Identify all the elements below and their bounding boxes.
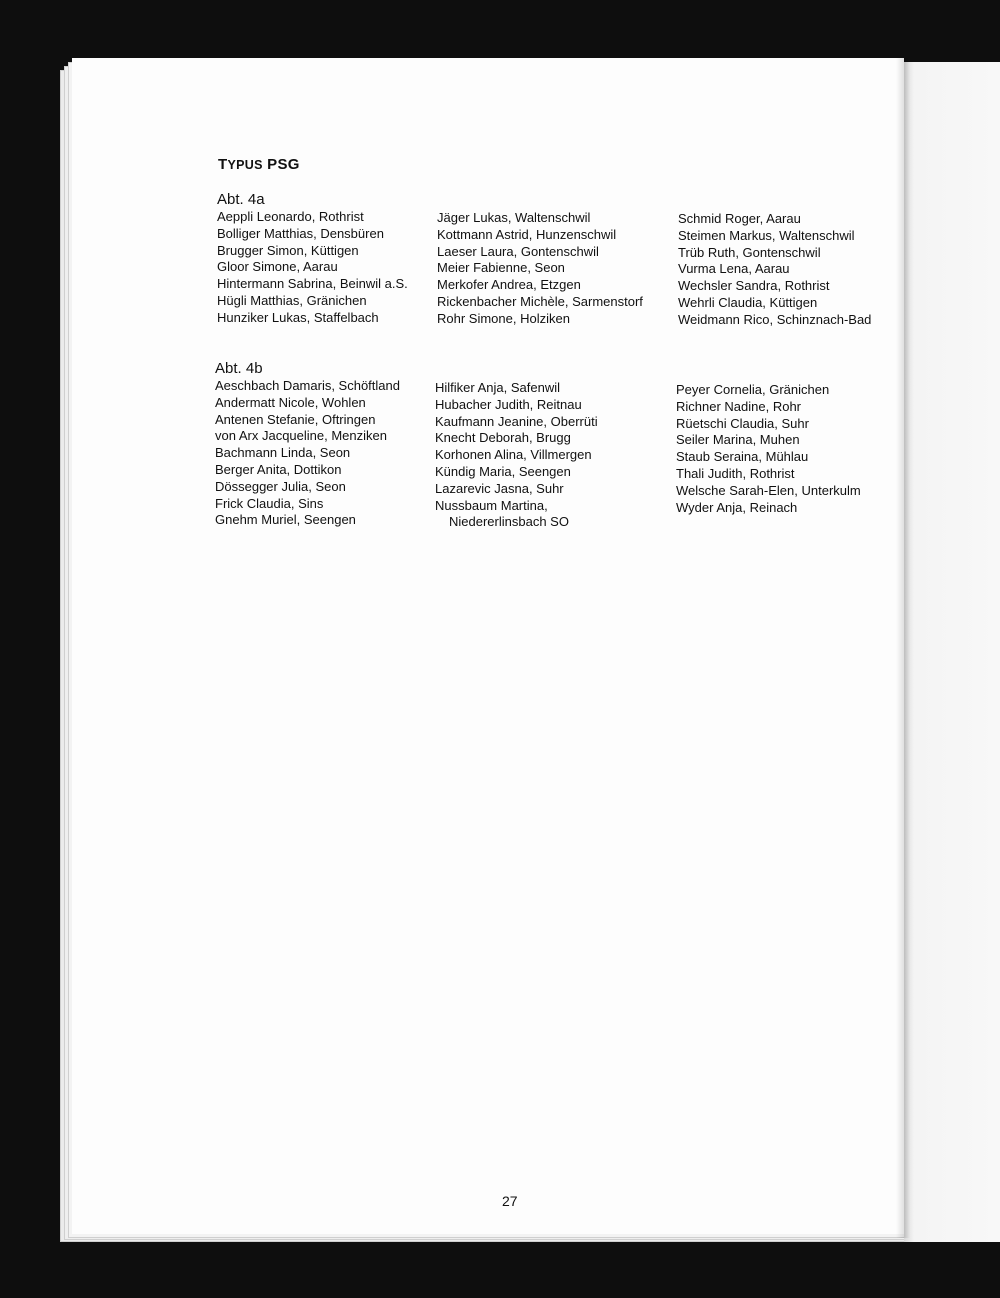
list-item: Peyer Cornelia, Gränichen — [676, 382, 830, 397]
list-item: Kaufmann Jeanine, Oberrüti — [435, 413, 598, 429]
list-item: Bachmann Linda, Seon — [215, 445, 351, 461]
list-item: Laeser Laura, Gontenschwil — [437, 243, 599, 259]
title-initial: T — [218, 156, 228, 173]
page-number: 27 — [502, 1193, 518, 1209]
list-item: Lazarevic Jasna, Suhr — [435, 480, 564, 496]
list-item: Gnehm Muriel, Seengen — [215, 512, 356, 528]
list-item: Meier Fabienne, Seon — [437, 260, 565, 276]
list-item: Trüb Ruth, Gontenschwil — [678, 244, 821, 260]
list-item: Hunziker Lukas, Staffelbach — [217, 309, 379, 325]
book-gutter — [896, 58, 910, 1238]
list-item: Jäger Lukas, Waltenschwil — [437, 210, 591, 225]
list-item: Wyder Anja, Reinach — [676, 499, 798, 515]
list-item: Hügli Matthias, Gränichen — [217, 292, 367, 308]
list-item: Nussbaum Martina, — [435, 497, 548, 513]
list-item: Hintermann Sabrina, Beinwil a.S. — [217, 276, 408, 292]
list-item: Schmid Roger, Aarau — [678, 211, 801, 226]
list-item: Berger Anita, Dottikon — [215, 461, 342, 477]
list-item: Gloor Simone, Aarau — [217, 259, 338, 275]
list-item: Thali Judith, Rothrist — [676, 465, 795, 481]
list-item: Aeschbach Damaris, Schöftland — [215, 378, 400, 393]
list-item: Bolliger Matthias, Densbüren — [217, 225, 384, 241]
name-list-4b-col2 — [435, 380, 598, 531]
name-list-4b-col3 — [676, 382, 861, 516]
list-item: Niedererlinsbach SO — [449, 514, 569, 530]
list-item: Wehrli Claudia, Küttigen — [678, 294, 818, 310]
list-item: Vurma Lena, Aarau — [678, 261, 790, 277]
list-item: Rickenbacher Michèle, Sarmenstorf — [437, 293, 643, 309]
list-item: Hubacher Judith, Reitnau — [435, 396, 582, 412]
list-item: Wechsler Sandra, Rothrist — [678, 278, 830, 294]
list-item: Andermatt Nicole, Wohlen — [215, 394, 366, 410]
list-item: Rüetschi Claudia, Suhr — [676, 415, 809, 431]
list-item: Aeppli Leonardo, Rothrist — [217, 209, 364, 224]
title-small-caps: YPUS — [227, 158, 263, 172]
name-list-4a-col2 — [437, 210, 643, 328]
section-heading-4b: Abt. 4b — [215, 360, 263, 377]
list-item: Steimen Markus, Waltenschwil — [678, 227, 855, 243]
list-item: Hilfiker Anja, Safenwil — [435, 380, 560, 395]
list-item: Rohr Simone, Holziken — [437, 310, 570, 326]
list-item: von Arx Jacqueline, Menziken — [215, 428, 387, 444]
list-item: Weidmann Rico, Schinznach-Bad — [678, 311, 872, 327]
list-item: Kündig Maria, Seengen — [435, 463, 571, 479]
list-item: Seiler Marina, Muhen — [676, 432, 800, 448]
section-heading-4a: Abt. 4a — [217, 191, 265, 208]
list-item: Staub Seraina, Mühlau — [676, 449, 809, 465]
list-item: Knecht Deborah, Brugg — [435, 430, 571, 446]
list-item: Welsche Sarah-Elen, Unterkulm — [676, 482, 861, 498]
name-list-4b-col1 — [215, 378, 400, 529]
list-item: Antenen Stefanie, Oftringen — [215, 411, 376, 427]
facing-page — [904, 62, 1000, 1242]
title-rest: PSG — [262, 156, 300, 173]
list-item: Brugger Simon, Küttigen — [217, 242, 359, 258]
list-item: Frick Claudia, Sins — [215, 495, 324, 511]
list-item: Korhonen Alina, Villmergen — [435, 447, 592, 463]
page-title — [218, 156, 300, 173]
name-list-4a-col3 — [678, 211, 871, 329]
name-list-4a-col1 — [217, 209, 408, 327]
list-item: Dössegger Julia, Seon — [215, 478, 346, 494]
list-item: Kottmann Astrid, Hunzenschwil — [437, 226, 617, 242]
list-item: Richner Nadine, Rohr — [676, 398, 802, 414]
list-item: Merkofer Andrea, Etzgen — [437, 277, 581, 293]
